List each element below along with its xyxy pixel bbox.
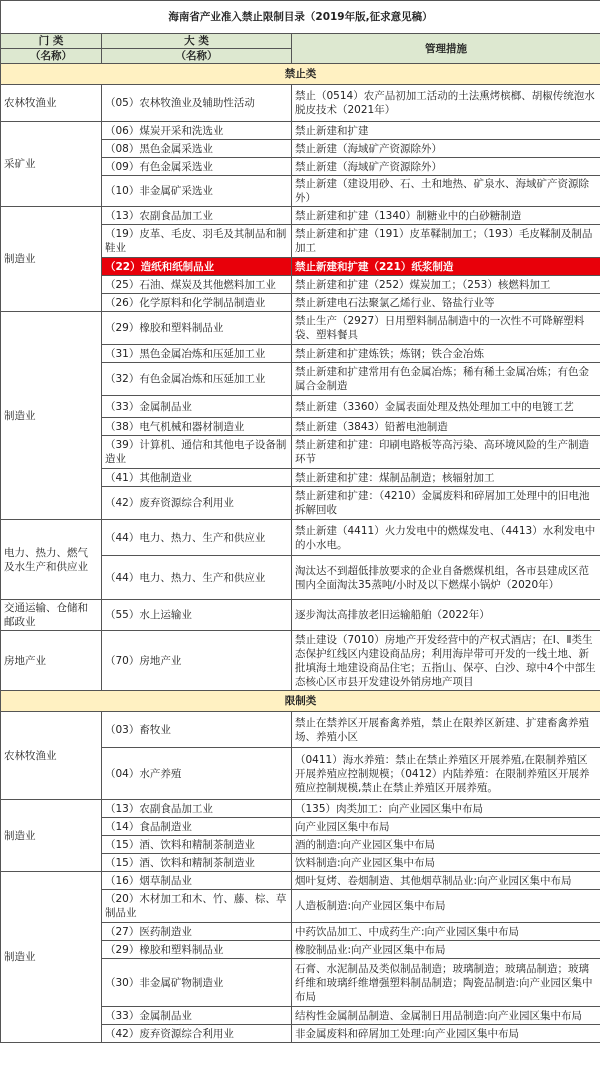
section-header-row xyxy=(1,64,600,85)
section-header-row xyxy=(1,691,600,712)
category-cell: 采矿业 xyxy=(1,122,102,207)
major-class-cell: （10）非金属矿采选业 xyxy=(102,176,292,207)
table-row xyxy=(1,712,600,748)
major-class-cell: （44）电力、热力、生产和供应业 xyxy=(102,520,292,556)
category-cell: 制造业 xyxy=(1,872,102,1043)
measure-cell: 橡胶制品业:向产业园区集中布局 xyxy=(292,941,600,959)
measure-cell: 禁止新建和扩建：煤制品制造；核辐射加工 xyxy=(292,469,600,487)
header-dalei-sub: （名称） xyxy=(102,49,292,64)
major-class-cell: （31）黑色金属冶炼和压延加工业 xyxy=(102,345,292,363)
major-class-cell: （14）食品制造业 xyxy=(102,818,292,836)
category-cell: 制造业 xyxy=(1,800,102,872)
measure-cell: 禁止新建（海域矿产资源除外） xyxy=(292,158,600,176)
measure-cell: 禁止新建和扩建（221）纸浆制造 xyxy=(292,258,600,276)
measure-cell: 烟叶复烤、卷烟制造、其他烟草制品业:向产业园区集中布局 xyxy=(292,872,600,890)
measure-cell: 禁止新建和扩建炼铁；炼钢；铁合金冶炼 xyxy=(292,345,600,363)
measure-cell: （135）肉类加工：向产业园区集中布局 xyxy=(292,800,600,818)
header-menlei: 门 类 xyxy=(1,34,102,49)
major-class-cell: （06）煤炭开采和洗选业 xyxy=(102,122,292,140)
major-class-cell: （29）橡胶和塑料制品业 xyxy=(102,312,292,345)
major-class-cell: （16）烟草制品业 xyxy=(102,872,292,890)
table-row xyxy=(1,207,600,225)
major-class-cell: （03）畜牧业 xyxy=(102,712,292,748)
measure-cell: 石膏、水泥制品及类似制品制造；玻璃制造；玻璃品制造；玻璃纤维和玻璃纤维增强塑料制品制造；陶瓷品制造:向产业园区集中布局 xyxy=(292,959,600,1007)
title-row xyxy=(1,1,600,34)
major-class-cell: （32）有色金属冶炼和压延加工业 xyxy=(102,363,292,396)
major-class-cell: （08）黑色金属采选业 xyxy=(102,140,292,158)
header-menlei-sub: （名称） xyxy=(1,49,102,64)
major-class-cell: （42）废弃资源综合利用业 xyxy=(102,487,292,520)
major-class-cell: （22）造纸和纸制品业 xyxy=(102,258,292,276)
major-class-cell: （25）石油、煤炭及其他燃料加工业 xyxy=(102,276,292,294)
measure-cell: 禁止新建电石法聚氯乙烯行业、铬盐行业等 xyxy=(292,294,600,312)
measure-cell: 禁止新建（海域矿产资源除外） xyxy=(292,140,600,158)
major-class-cell: （09）有色金属采选业 xyxy=(102,158,292,176)
major-class-cell: （38）电气机械和器材制造业 xyxy=(102,418,292,436)
major-class-cell: （29）橡胶和塑料制品业 xyxy=(102,941,292,959)
measure-cell: 禁止新建（3843）铅蓄电池制造 xyxy=(292,418,600,436)
category-cell: 制造业 xyxy=(1,312,102,520)
major-class-cell: （27）医药制造业 xyxy=(102,923,292,941)
measure-cell: 禁止新建和扩建：印刷电路板等高污染、高环境风险的生产制造环节 xyxy=(292,436,600,469)
measure-cell: 禁止新建（3360）金属表面处理及热处理加工中的电镀工艺 xyxy=(292,396,600,418)
section-title: 限制类 xyxy=(1,691,600,712)
measure-cell: 禁止建设（7010）房地产开发经营中的产权式酒店；在Ⅰ、Ⅱ类生态保护红线区内建设商品房；利用海岸带可开发的一线土地、新批填海土地建设商品住宅；五指山、保亭、白沙、琼中4个中部生态核心区市县开发建设外销房地产项目 xyxy=(292,631,600,691)
category-cell: 制造业 xyxy=(1,207,102,312)
measure-cell: 结构性金属制品制造、金属制日用品制造:向产业园区集中布局 xyxy=(292,1007,600,1025)
table-row xyxy=(1,85,600,122)
section-title: 禁止类 xyxy=(1,64,600,85)
major-class-cell: （19）皮革、毛皮、羽毛及其制品和制鞋业 xyxy=(102,225,292,258)
measure-cell: 禁止新建和扩建（1340）制糖业中的白砂糖制造 xyxy=(292,207,600,225)
category-cell: 房地产业 xyxy=(1,631,102,691)
table-row xyxy=(1,520,600,556)
major-class-cell: （39）计算机、通信和其他电子设备制造业 xyxy=(102,436,292,469)
category-cell: 电力、热力、燃气及水生产和供应业 xyxy=(1,520,102,600)
table-row xyxy=(1,872,600,890)
measure-cell: 禁止新建和扩建（252）煤炭加工；（253）核燃料加工 xyxy=(292,276,600,294)
category-cell: 农林牧渔业 xyxy=(1,712,102,800)
measure-cell: 中药饮品加工、中成药生产:向产业园区集中布局 xyxy=(292,923,600,941)
table-row xyxy=(1,631,600,691)
major-class-cell: （33）金属制品业 xyxy=(102,1007,292,1025)
major-class-cell: （13）农副食品加工业 xyxy=(102,800,292,818)
table-row xyxy=(1,600,600,631)
major-class-cell: （05）农林牧渔业及辅助性活动 xyxy=(102,85,292,122)
measure-cell: 禁止新建和扩建（191）皮革鞣制加工；（193）毛皮鞣制及制品加工 xyxy=(292,225,600,258)
table-row xyxy=(1,800,600,818)
major-class-cell: （70）房地产业 xyxy=(102,631,292,691)
measure-cell: 禁止生产（2927）日用塑料制品制造中的一次性不可降解塑料袋、塑料餐具 xyxy=(292,312,600,345)
major-class-cell: （15）酒、饮料和精制茶制造业 xyxy=(102,836,292,854)
major-class-cell: （20）木材加工和木、竹、藤、棕、草制品业 xyxy=(102,890,292,923)
measure-cell: 逐步淘汰高排放老旧运输船舶（2022年） xyxy=(292,600,600,631)
major-class-cell: （55）水上运输业 xyxy=(102,600,292,631)
measure-cell: 酒的制造:向产业园区集中布局 xyxy=(292,836,600,854)
major-class-cell: （13）农副食品加工业 xyxy=(102,207,292,225)
document-title: 海南省产业准入禁止限制目录（2019年版,征求意见稿） xyxy=(1,1,600,34)
measure-cell: 人造板制造:向产业园区集中布局 xyxy=(292,890,600,923)
table-row xyxy=(1,122,600,140)
major-class-cell: （04）水产养殖 xyxy=(102,748,292,800)
major-class-cell: （41）其他制造业 xyxy=(102,469,292,487)
measure-cell: 非金属废料和碎屑加工处理:向产业园区集中布局 xyxy=(292,1025,600,1043)
measure-cell: 禁止新建和扩建：（4210）金属废料和碎屑加工处理中的旧电池拆解回收 xyxy=(292,487,600,520)
measure-cell: 淘汰达不到超低排放要求的企业自备燃煤机组，各市县建成区范围内全面淘汰35蒸吨/小时及以下燃煤小锅炉（2020年） xyxy=(292,556,600,600)
major-class-cell: （15）酒、饮料和精制茶制造业 xyxy=(102,854,292,872)
category-cell: 农林牧渔业 xyxy=(1,85,102,122)
major-class-cell: （33）金属制品业 xyxy=(102,396,292,418)
header-cuoshi: 管理措施 xyxy=(292,34,600,64)
measure-cell: 禁止新建和扩建常用有色金属冶炼；稀有稀土金属冶炼；有色金属合金制造 xyxy=(292,363,600,396)
measure-cell: 禁止新建和扩建 xyxy=(292,122,600,140)
header-row xyxy=(1,34,600,49)
table-row xyxy=(1,312,600,345)
measure-cell: 禁止新建（4411）火力发电中的燃煤发电、（4413）水利发电中的小水电。 xyxy=(292,520,600,556)
measure-cell: 向产业园区集中布局 xyxy=(292,818,600,836)
measure-cell: （0411）海水养殖：禁止在禁止养殖区开展养殖,在限制养殖区开展养殖应控制规模；（0412）内陆养殖：在限制养殖区开展养殖应控制规模,禁止在禁止养殖区开展养殖。 xyxy=(292,748,600,800)
measure-cell: 禁止新建（建设用砂、石、土和地热、矿泉水、海域矿产资源除外） xyxy=(292,176,600,207)
catalog-table-body xyxy=(1,1,600,1043)
measure-cell: 禁止在禁养区开展畜禽养殖，禁止在限养区新建、扩建畜禽养殖场、养殖小区 xyxy=(292,712,600,748)
major-class-cell: （42）废弃资源综合利用业 xyxy=(102,1025,292,1043)
measure-cell: 禁止（0514）农产品初加工活动的土法熏烤槟榔、胡椒传统泡水脱皮技术（2021年） xyxy=(292,85,600,122)
header-dalei: 大 类 xyxy=(102,34,292,49)
measure-cell: 饮料制造:向产业园区集中布局 xyxy=(292,854,600,872)
major-class-cell: （44）电力、热力、生产和供应业 xyxy=(102,556,292,600)
major-class-cell: （30）非金属矿物制造业 xyxy=(102,959,292,1007)
major-class-cell: （26）化学原料和化学制品制造业 xyxy=(102,294,292,312)
category-cell: 交通运输、仓储和邮政业 xyxy=(1,600,102,631)
